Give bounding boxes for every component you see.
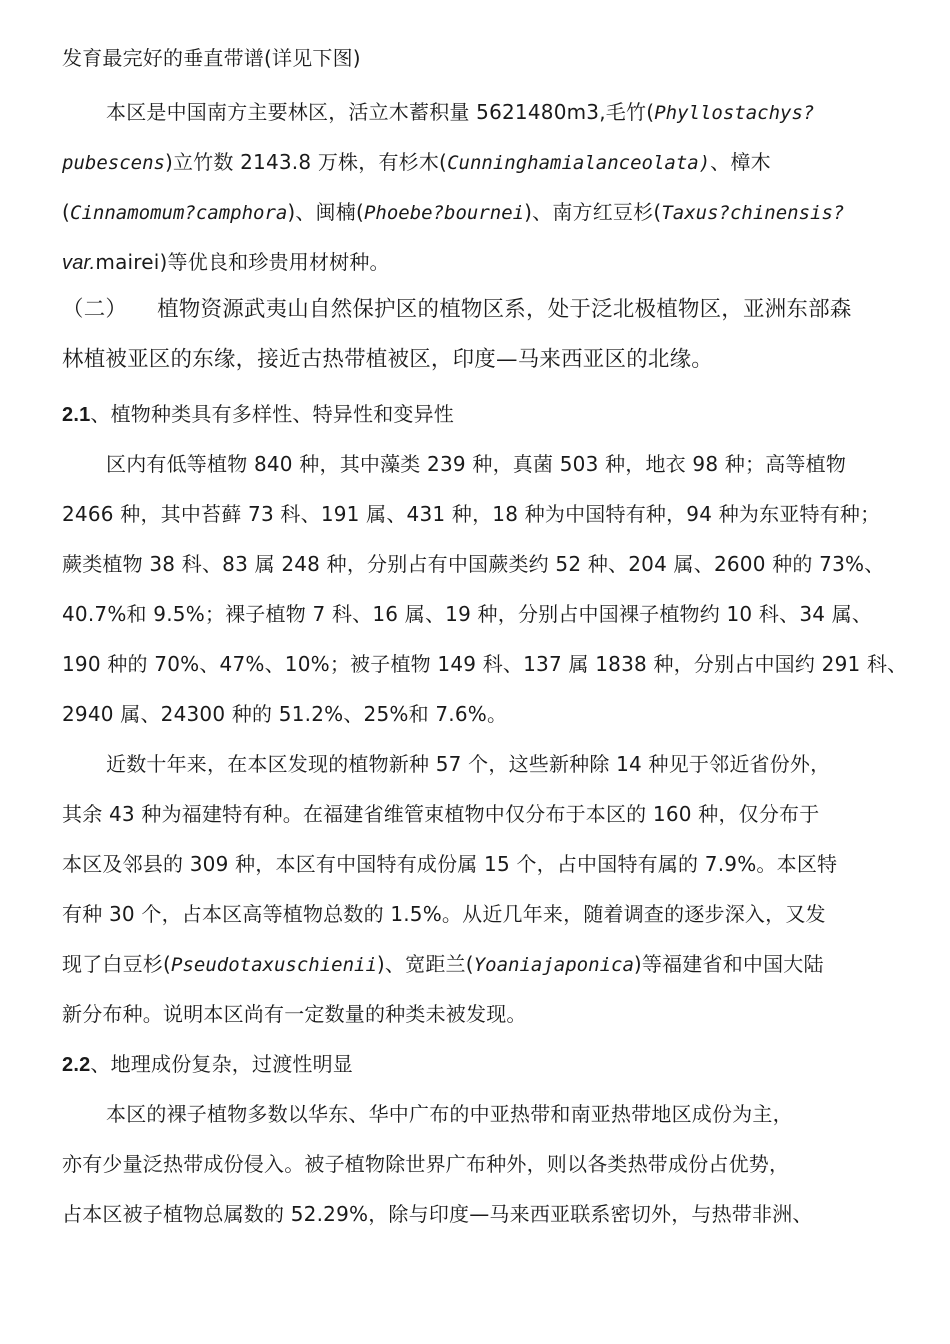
latin-name: Yoaniajaponica (473, 954, 634, 976)
paragraph-line (62, 1150, 789, 1178)
text: 区内有低等植物 840 种，其中藻类 239 种，真菌 503 种，地衣 98 种；高等植物 (106, 452, 847, 476)
paragraph-line (62, 550, 884, 578)
text: 其余 43 种为福建特有种。在福建省维管束植物中仅分布于本区的 160 种，仅分布于 (62, 802, 820, 826)
text: 本区及邻县的 309 种，本区有中国特有成份属 15 个，占中国特有属的 7.9%。本区特 (62, 852, 838, 876)
latin-name: var. (62, 252, 96, 274)
paragraph-line (62, 248, 390, 277)
paragraph-line (62, 800, 819, 828)
latin-name: Cinnamomum?camphora (70, 202, 288, 224)
paragraph-line (62, 1200, 813, 1228)
latin-name: Phoebe?bournei (363, 202, 525, 224)
text: 蕨类植物 38 科、83 属 248 种，分别占有中国蕨类约 52 种、204 属、2600 种的 73%、 (62, 552, 885, 576)
latin-name: Cunninghamialanceolata) (447, 152, 711, 174)
paragraph-line (62, 950, 824, 979)
latin-name: Taxus?chinensis? (661, 202, 845, 224)
text: 本区的裸子植物多数以华东、华中广布的中亚热带和南亚热带地区成份为主， (106, 1102, 793, 1126)
latin-name: Pseudotaxuschienii (171, 954, 377, 976)
text: 本区是中国南方主要林区，活立木蓄积量 5621480m3,毛竹( (106, 100, 655, 124)
paragraph-line (62, 700, 507, 728)
paragraph-line (106, 1100, 793, 1128)
text: ( (62, 200, 71, 224)
text: 林植被亚区的东缘，接近古热带植被区，印度—马来西亚区的北缘。 (62, 347, 714, 372)
text: 2466 种，其中苔藓 73 科、191 属、431 种，18 种为中国特有种，94 种为东亚特有种； (62, 502, 881, 526)
heading-number: （二） (62, 297, 128, 322)
heading-number: 2.1 (62, 404, 91, 426)
text: 近数十年来，在本区发现的植物新种 57 个，这些新种除 14 种见于邻近省份外， (106, 752, 831, 776)
heading-text: 、植物种类具有多样性、特异性和变异性 (90, 402, 455, 426)
text: 发育最完好的垂直带谱(详见下图) (62, 46, 361, 70)
paragraph-line (62, 500, 880, 528)
paragraph-line (62, 600, 872, 628)
heading-text: 植物资源武夷山自然保护区的植物区系，处于泛北极植物区，亚洲东部森 (157, 297, 852, 322)
section-heading (62, 296, 852, 324)
text: mairei)等优良和珍贵用材树种。 (95, 250, 390, 274)
heading-text: 、地理成份复杂，过渡性明显 (90, 1052, 354, 1076)
text: 现了白豆杉( (62, 952, 172, 976)
text: 新分布种。说明本区尚有一定数量的种类未被发现。 (62, 1002, 527, 1026)
paragraph-line (62, 1000, 527, 1028)
paragraph-line (62, 650, 907, 678)
paragraph-line (106, 750, 830, 778)
heading-number: 2.2 (62, 1054, 91, 1076)
paragraph-line (106, 450, 846, 478)
text: )立竹数 2143.8 万株，有杉木( (164, 150, 448, 174)
text: 、樟木 (710, 150, 771, 174)
latin-name: pubescens (62, 152, 165, 174)
text: 2940 属、24300 种的 51.2%、25%和 7.6%。 (62, 702, 508, 726)
text: 有种 30 个，占本区高等植物总数的 1.5%。从近几年来，随着调查的逐步深入，又发 (62, 902, 826, 926)
text: 190 种的 70%、47%、10%；被子植物 149 科、137 属 1838 种，分别占中国约 291 科、 (62, 652, 908, 676)
paragraph-line (62, 900, 826, 928)
text: 40.7%和 9.5%；裸子植物 7 科、16 属、19 种，分别占中国裸子植物约 10 科、34 属、 (62, 602, 873, 626)
paragraph-line (62, 148, 771, 177)
text: )、闽楠( (287, 200, 364, 224)
text: 占本区被子植物总属数的 52.29%，除与印度—马来西亚联系密切外，与热带非洲、 (62, 1202, 813, 1226)
paragraph-line (62, 346, 713, 374)
paragraph-line (62, 44, 361, 72)
paragraph-line (62, 198, 844, 227)
text: )、宽距兰( (376, 952, 474, 976)
text: 亦有少量泛热带成份侵入。被子植物除世界广布种外，则以各类热带成份占优势， (62, 1152, 790, 1176)
subsection-heading (62, 400, 454, 429)
paragraph-line (62, 850, 837, 878)
paragraph-line (106, 98, 814, 127)
latin-name: Phyllostachys? (654, 102, 815, 124)
text: )、南方红豆杉( (524, 200, 662, 224)
text: )等福建省和中国大陆 (633, 952, 824, 976)
subsection-heading (62, 1050, 353, 1079)
